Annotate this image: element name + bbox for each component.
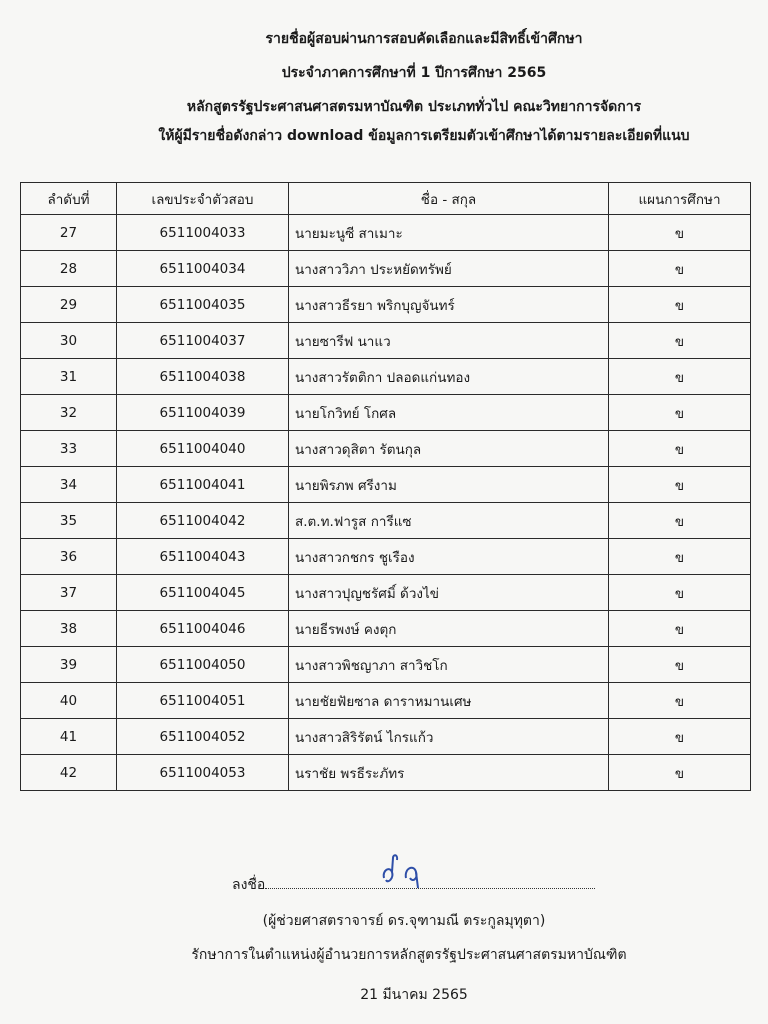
table-row: [21, 719, 751, 755]
row-name: นางสาวสิริรัตน์ ไกรแก้ว: [289, 719, 609, 755]
row-name: นางสาวปุญชรัศมิ์ ด้วงไข่: [289, 575, 609, 611]
table-row: [21, 359, 751, 395]
signer-name: (ผู้ช่วยศาสตราจารย์ ดร.จุฑามณี ตระกูลมุทุตา): [262, 913, 546, 929]
row-plan: ข: [609, 539, 751, 575]
row-seq: 40: [21, 683, 117, 719]
row-seq: 41: [21, 719, 117, 755]
row-plan: ข: [609, 395, 751, 431]
row-plan: ข: [609, 683, 751, 719]
row-exam-id: 6511004052: [117, 719, 289, 755]
row-seq: 42: [21, 755, 117, 791]
program-line: หลักสูตรรัฐประศาสนศาสตรมหาบัณฑิต ประเภททั่วไป คณะวิทยาการจัดการ: [186, 99, 642, 115]
column-header-seq: ลำดับที่: [21, 183, 117, 215]
column-header-exam-id: เลขประจำตัวสอบ: [117, 183, 289, 215]
row-seq: 35: [21, 503, 117, 539]
row-seq: 37: [21, 575, 117, 611]
signature-label: ลงชื่อ: [232, 877, 266, 893]
row-seq: 28: [21, 251, 117, 287]
row-name: นายชัยฟัยซาล ดาราหมานเศษ: [289, 683, 609, 719]
signature-dots: [265, 876, 595, 889]
table-row: [21, 467, 751, 503]
row-seq: 36: [21, 539, 117, 575]
row-exam-id: 6511004034: [117, 251, 289, 287]
table-row: [21, 755, 751, 791]
row-seq: 32: [21, 395, 117, 431]
table-row: [21, 215, 751, 251]
table-row: [21, 647, 751, 683]
table-row: [21, 683, 751, 719]
table-body: [21, 215, 751, 791]
row-plan: ข: [609, 647, 751, 683]
row-name: นางสาวดุสิตา รัตนกุล: [289, 431, 609, 467]
table-row: [21, 503, 751, 539]
row-seq: 34: [21, 467, 117, 503]
row-name: นายซารีฟ นาแว: [289, 323, 609, 359]
table-row: [21, 431, 751, 467]
table-row: [21, 251, 751, 287]
row-seq: 30: [21, 323, 117, 359]
table-row: [21, 539, 751, 575]
row-exam-id: 6511004053: [117, 755, 289, 791]
table-row: [21, 287, 751, 323]
handwritten-signature: [378, 848, 426, 892]
table-row: [21, 611, 751, 647]
row-seq: 29: [21, 287, 117, 323]
row-seq: 31: [21, 359, 117, 395]
row-exam-id: 6511004045: [117, 575, 289, 611]
results-table: [20, 182, 751, 791]
row-name: นางสาวรัตติกา ปลอดแก่นทอง: [289, 359, 609, 395]
row-seq: 33: [21, 431, 117, 467]
row-exam-id: 6511004037: [117, 323, 289, 359]
signer-role: รักษาการในตำแหน่งผู้อำนวยการหลักสูตรรัฐประศาสนศาสตรมหาบัณฑิต: [191, 947, 627, 963]
row-plan: ข: [609, 359, 751, 395]
sign-date: 21 มีนาคม 2565: [360, 987, 468, 1003]
document-title: รายชื่อผู้สอบผ่านการสอบคัดเลือกและมีสิทธิ์เข้าศึกษา: [265, 31, 583, 47]
row-exam-id: 6511004050: [117, 647, 289, 683]
row-name: ส.ต.ท.ฟารูส การีแซ: [289, 503, 609, 539]
row-exam-id: 6511004035: [117, 287, 289, 323]
row-name: นายมะนูซี สาเมาะ: [289, 215, 609, 251]
table-row: [21, 395, 751, 431]
row-exam-id: 6511004039: [117, 395, 289, 431]
row-exam-id: 6511004038: [117, 359, 289, 395]
row-name: นายโกวิทย์ โกศล: [289, 395, 609, 431]
row-plan: ข: [609, 467, 751, 503]
row-exam-id: 6511004040: [117, 431, 289, 467]
column-header-name: ชื่อ - สกุล: [289, 183, 609, 215]
row-plan: ข: [609, 575, 751, 611]
row-name: นางสาววิภา ประหยัดทรัพย์: [289, 251, 609, 287]
row-plan: ข: [609, 287, 751, 323]
row-name: นราชัย พรธีระภัทร: [289, 755, 609, 791]
row-exam-id: 6511004041: [117, 467, 289, 503]
row-name: นางสาวธีรยา พริกบุญจันทร์: [289, 287, 609, 323]
row-exam-id: 6511004033: [117, 215, 289, 251]
table-row: [21, 575, 751, 611]
table-header-row: [21, 183, 751, 215]
row-plan: ข: [609, 251, 751, 287]
row-name: นายธีรพงษ์ คงตุก: [289, 611, 609, 647]
row-plan: ข: [609, 215, 751, 251]
row-seq: 39: [21, 647, 117, 683]
row-exam-id: 6511004043: [117, 539, 289, 575]
row-plan: ข: [609, 755, 751, 791]
row-plan: ข: [609, 431, 751, 467]
row-exam-id: 6511004051: [117, 683, 289, 719]
row-seq: 38: [21, 611, 117, 647]
row-exam-id: 6511004042: [117, 503, 289, 539]
row-name: นางสาวพิชญาภา สาวิชโก: [289, 647, 609, 683]
row-plan: ข: [609, 611, 751, 647]
table-row: [21, 323, 751, 359]
instruction-line: ให้ผู้มีรายชื่อดังกล่าว download ข้อมูลการเตรียมตัวเข้าศึกษาได้ตามรายละเอียดที่แนบ: [158, 128, 690, 144]
row-name: นายพิรภพ ศรีงาม: [289, 467, 609, 503]
row-exam-id: 6511004046: [117, 611, 289, 647]
row-plan: ข: [609, 503, 751, 539]
semester-line: ประจำภาคการศึกษาที่ 1 ปีการศึกษา 2565: [281, 65, 547, 81]
row-plan: ข: [609, 323, 751, 359]
row-seq: 27: [21, 215, 117, 251]
column-header-plan: แผนการศึกษา: [609, 183, 751, 215]
row-plan: ข: [609, 719, 751, 755]
row-name: นางสาวกชกร ชูเรือง: [289, 539, 609, 575]
